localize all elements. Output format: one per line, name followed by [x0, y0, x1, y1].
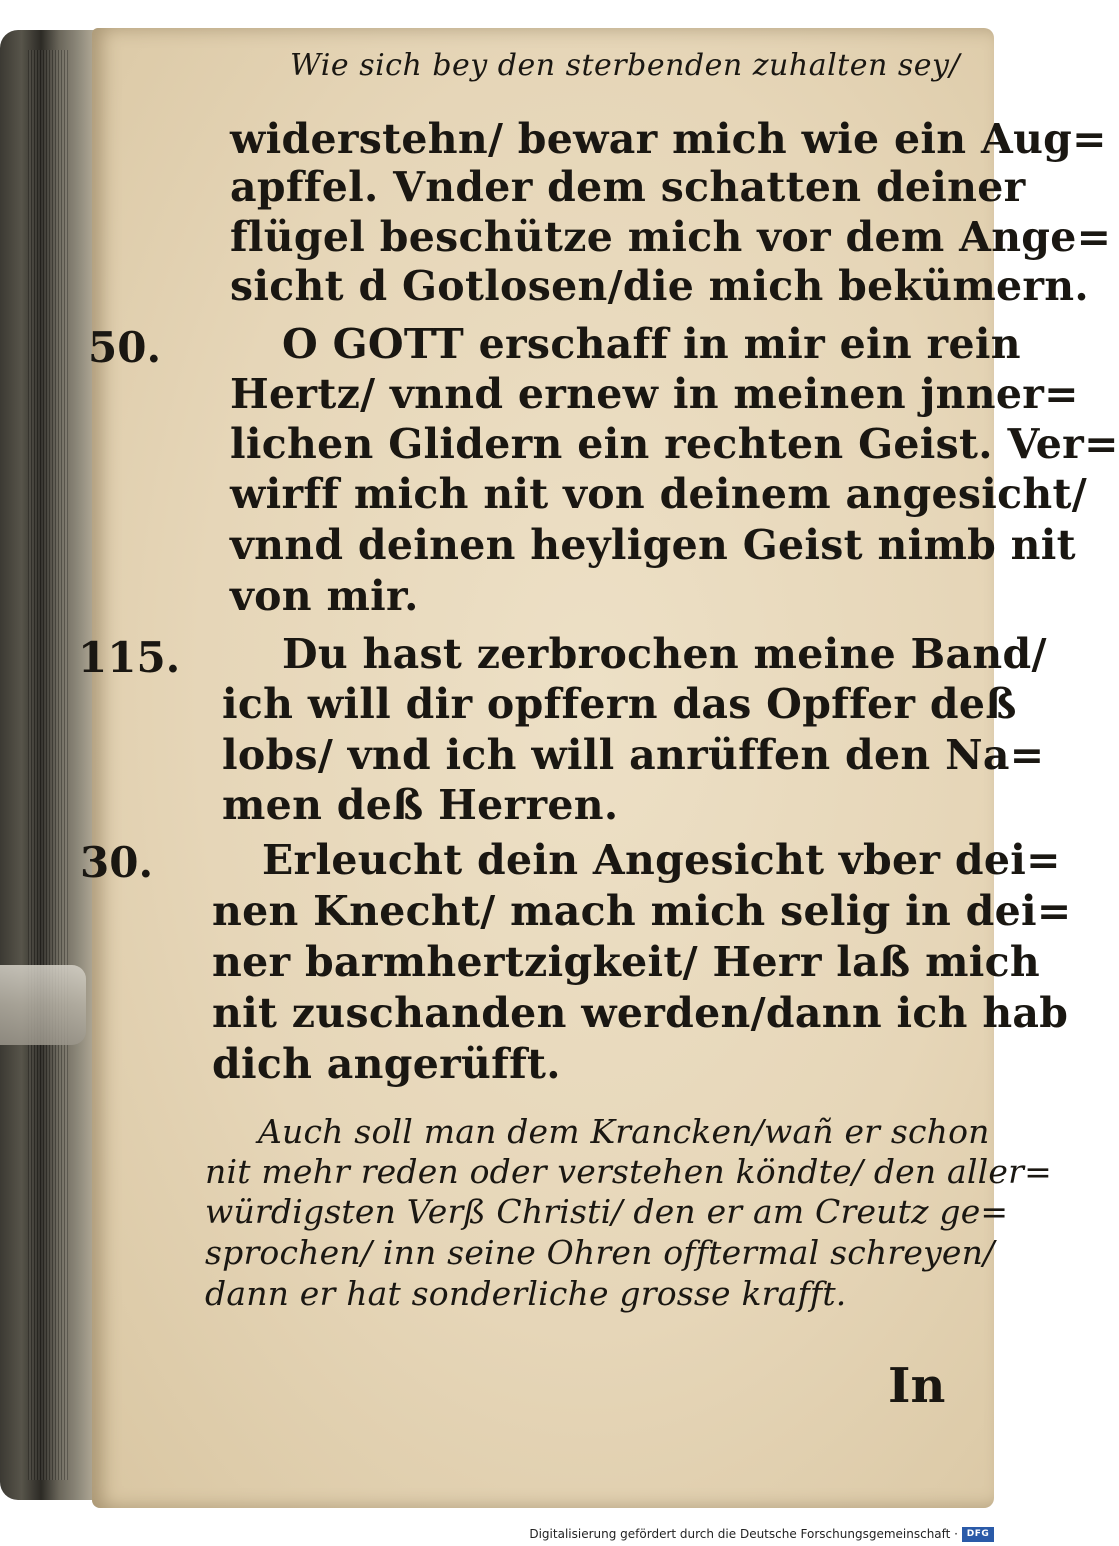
- verse-line: Erleucht dein Angesicht vber dei=: [262, 836, 1061, 884]
- verse-number: 50.: [88, 323, 162, 372]
- verse-line: Du hast zerbrochen meine Band/: [282, 630, 1047, 678]
- verse-line: O GOTT erschaff in mir ein rein: [282, 320, 1021, 368]
- running-head: Wie sich bey den sterbenden zuhalten sey/: [290, 48, 961, 83]
- verse-number: 115.: [78, 633, 181, 682]
- note-line: Auch soll man dem Krancken/wañ er schon: [258, 1112, 990, 1151]
- verse-line: vnnd deinen heyligen Geist nimb nit: [230, 521, 1076, 569]
- verse-line: von mir.: [230, 572, 419, 620]
- verse-line: Hertz/ vnnd ernew in meinen jnner=: [230, 370, 1079, 418]
- verse-number: 30.: [80, 838, 154, 887]
- verse-line: flügel beschütze mich vor dem Ange=: [230, 213, 1112, 261]
- verse-line: men deß Herren.: [222, 781, 619, 829]
- verse-line: lobs/ vnd ich will anrüffen den Na=: [222, 731, 1045, 779]
- note-line: sprochen/ inn seine Ohren offtermal schreyen/: [205, 1233, 995, 1272]
- dfg-logo-icon: DFG: [962, 1527, 994, 1542]
- note-line: dann er hat sonderliche grosse krafft.: [205, 1274, 847, 1313]
- note-line: würdigsten Verß Christi/ den er am Creutz ge=: [205, 1192, 1009, 1231]
- verse-line: ner barmhertzigkeit/ Herr laß mich: [212, 938, 1040, 986]
- verse-line: dich angerüfft.: [212, 1040, 561, 1088]
- verse-line: ich will dir opffern das Opffer deß: [222, 680, 1017, 728]
- verse-line: wirff mich nit von deinem angesicht/: [230, 470, 1088, 518]
- catchword: In: [888, 1358, 946, 1414]
- verse-line: nit zuschanden werden/dann ich hab: [212, 989, 1069, 1037]
- verse-line: widerstehn/ bewar mich wie ein Aug=: [230, 115, 1107, 163]
- digitization-footer: [0, 1524, 1000, 1546]
- note-line: nit mehr reden oder verstehen köndte/ den aller=: [205, 1152, 1052, 1191]
- footer-credit: Digitalisierung gefördert durch die Deutsche Forschungsgemeinschaft ·: [529, 1527, 958, 1541]
- verse-line: lichen Glidern ein rechten Geist. Ver=: [230, 420, 1119, 468]
- verse-line: sicht d Gotlosen/die mich bekümern.: [230, 262, 1089, 310]
- verse-line: nen Knecht/ mach mich selig in dei=: [212, 887, 1072, 935]
- verse-line: apffel. Vnder dem schatten deiner: [230, 163, 1026, 211]
